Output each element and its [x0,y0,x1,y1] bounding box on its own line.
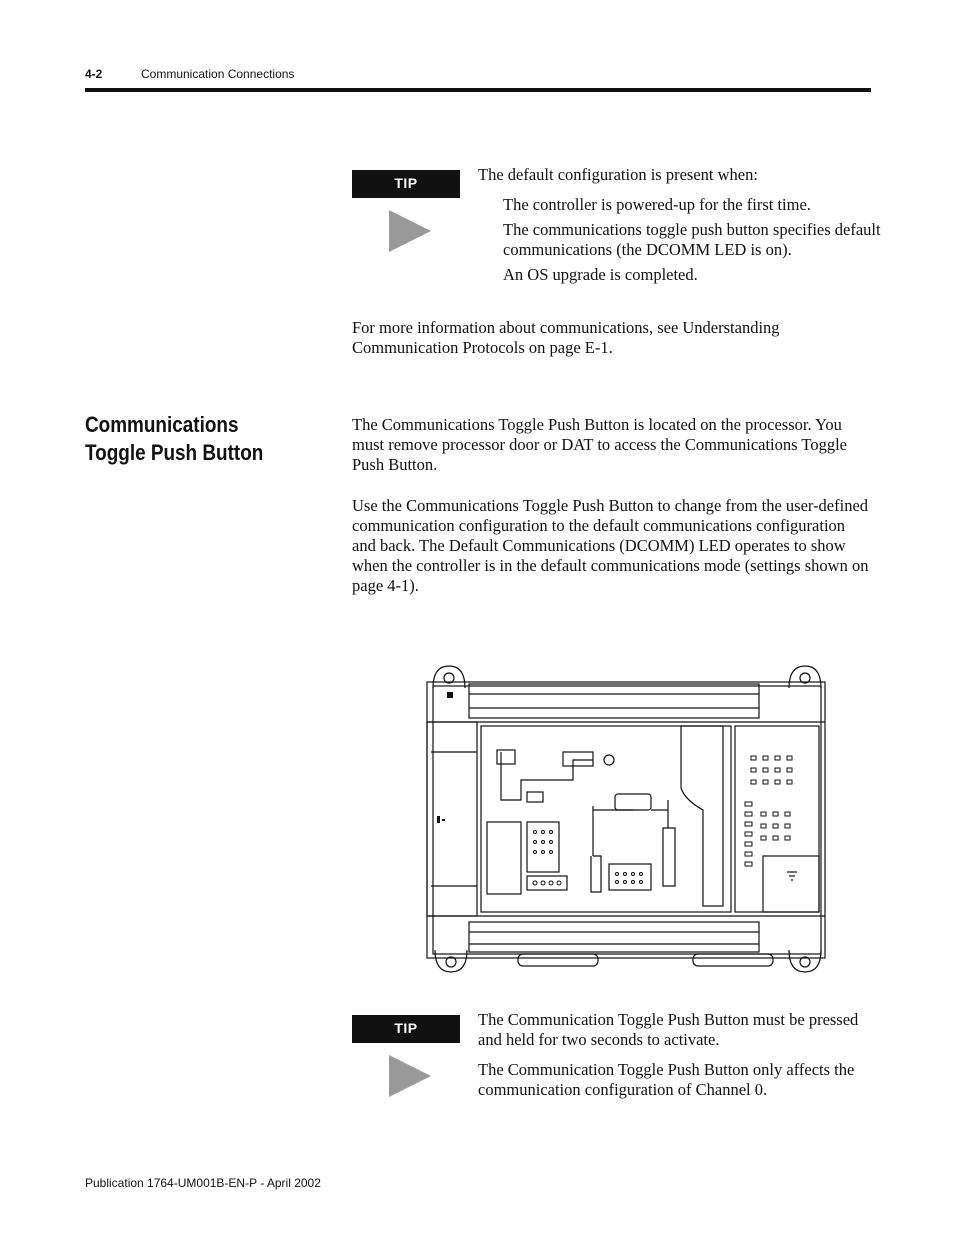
section-paragraph-2: Use the Communications Toggle Push Button to change from the user-defined communication configuration to the default communications configuration and back. The Default Communications (DCOMM) LED operates to show when the controller is in the default communications mode (settings shown on page 4-1). [352,496,869,595]
tip1-item-1: The controller is powered-up for the first time. [503,195,811,214]
controller-illustration [423,660,829,975]
tip1-intro: The default configuration is present when: [478,165,758,184]
controller-drawing [423,660,829,975]
tip-badge: TIP [352,1015,460,1043]
tip-badge: TIP [352,170,460,198]
tip2-item-1: The Communication Toggle Push Button must be pressed and held for two seconds to activate. [478,1010,859,1049]
more-info-paragraph: For more information about communications, see Understanding Communication Protocols on page E-1. [352,318,780,357]
page-number: 4-2 [85,67,103,81]
tip1-item-2: The communications toggle push button specifies default communications (the DCOMM LED is on). [503,220,881,259]
tip-arrow-icon [389,210,431,252]
header-rule [85,88,871,92]
tip-arrow-icon [389,1055,431,1097]
page-header [85,64,871,94]
section-paragraph-1: The Communications Toggle Push Button is located on the processor. You must remove processor door or DAT to access the Communications Toggle Push Button. [352,415,847,474]
publication-footer: Publication 1764-UM001B-EN-P - April 2002 [85,1176,321,1190]
chapter-title: Communication Connections [141,67,295,81]
tip1-item-3: An OS upgrade is completed. [503,265,698,284]
section-heading: Communications Toggle Push Button [85,412,264,465]
tip2-item-2: The Communication Toggle Push Button only affects the communication configuration of Channel 0. [478,1060,855,1099]
